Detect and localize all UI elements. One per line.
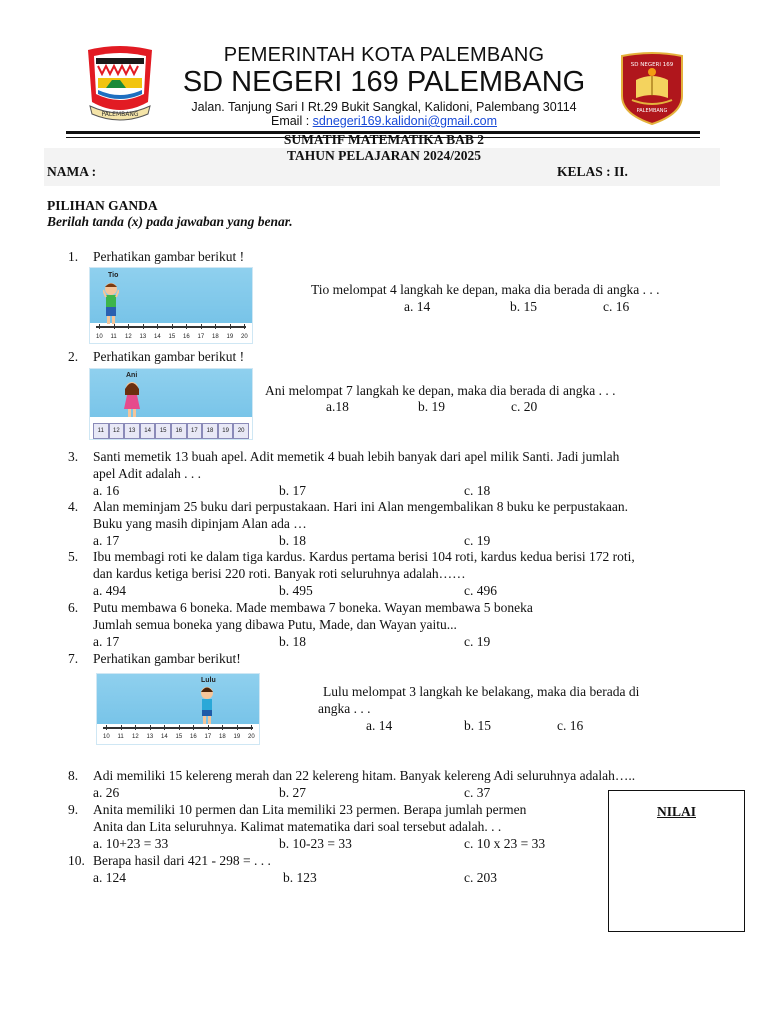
number-line-label: 19 [226,334,234,340]
number-line-tick [201,324,202,329]
option-b[interactable]: b. 123 [283,870,317,885]
number-line-label: 20 [241,334,248,340]
number-cell: 14 [140,423,156,439]
number-line-tick [143,324,144,329]
option-a[interactable]: a. 26 [93,785,120,800]
option-a[interactable]: a. 16 [93,483,120,498]
picture-character-name: Tio [108,272,119,279]
number-line-tick [230,324,231,329]
number-cell: 16 [171,423,187,439]
kelas-field-label: KELAS : II. [557,164,628,179]
option-b[interactable]: b. 27 [279,785,306,800]
header-school-name: SD NEGERI 169 PALEMBANG [182,66,586,98]
question-4-text-line-1: Alan meminjam 25 buku dari perpustakaan. Hari ini Alan mengembalikan 8 buku ke perpustakaan. [93,499,628,514]
option-a[interactable]: a. 124 [93,870,126,885]
number-line-label: 15 [168,334,176,340]
number-line-label: 18 [219,734,226,740]
question-3-number: 3. [68,449,79,464]
picture-character-name: Lulu [201,677,216,684]
option-b[interactable]: b. 19 [418,399,445,414]
number-line-picture-ani [89,368,253,440]
option-c[interactable]: c. 19 [464,634,491,649]
number-line-label: 17 [197,334,205,340]
girl-figure-icon [123,381,141,421]
number-line-label: 16 [183,334,190,340]
number-line-tick [222,725,223,730]
number-cell: 12 [109,423,125,439]
option-c[interactable]: c. 16 [603,299,630,314]
number-cell: 19 [218,423,234,439]
header-government: PEMERINTAH KOTA PALEMBANG [223,44,545,66]
number-line-label: 17 [204,734,212,740]
number-line-picture-tio [89,267,253,344]
number-line-tick [128,324,129,329]
option-b[interactable]: b. 10-23 = 33 [279,836,352,851]
picture-character-name: Ani [126,372,138,379]
option-c[interactable]: c. 37 [464,785,491,800]
number-line-tick [193,725,194,730]
number-line-tick [164,725,165,730]
number-line-label: 19 [233,734,241,740]
number-line-tick [179,725,180,730]
question-9-text-line-1: Anita memiliki 10 permen dan Lita memiliki 23 permen. Berapa jumlah permen [93,802,527,817]
header-address: Jalan. Tanjung Sari I Rt.29 Bukit Sangkal, Kalidoni, Palembang 30114 [191,100,577,114]
question-9-text-line-2: Anita dan Lita seluruhnya. Kalimat matematika dari soal tersebut adalah. . . [93,819,502,834]
exam-title: SUMATIF MATEMATIKA BAB 2 [283,132,485,147]
number-line-tick [135,725,136,730]
number-cell: 18 [202,423,218,439]
question-10-number: 10. [68,853,85,868]
question-3-text-line-1: Santi memetik 13 buah apel. Adit memetik 4 buah lebih banyak dari apel milik Santi. Jadi jumlah [93,449,620,464]
number-line-label: 14 [154,334,161,340]
question-6-number: 6. [68,600,79,615]
question-2-side-text: Ani melompat 7 langkah ke depan, maka dia berada di angka . . . [265,383,616,398]
option-b[interactable]: b. 15 [510,299,537,314]
question-number: 1. [68,249,79,264]
nama-field-label: NAMA : [47,164,97,179]
option-b[interactable]: b. 495 [279,583,313,598]
number-line-label: 13 [146,734,154,740]
exam-year: TAHUN PELAJARAN 2024/2025 [286,148,481,163]
option-a[interactable]: a. 17 [93,533,120,548]
option-c[interactable]: c. 10 x 23 = 33 [464,836,546,851]
number-line-label: 11 [110,334,117,340]
option-c[interactable]: c. 203 [464,870,497,885]
number-line-tick [157,324,158,329]
question-5-text-line-2: dan kardus ketiga berisi 220 roti. Banyak roti seluruhnya adalah…… [93,566,466,581]
boy-figure-icon [103,282,119,326]
question-3-text-line-2: apel Adit adalah . . . [93,466,201,481]
option-c[interactable]: c. 496 [464,583,497,598]
question-8-number: 8. [68,768,79,783]
number-line-tick [172,324,173,329]
question-1-side-text: Tio melompat 4 langkah ke depan, maka dia berada di angka . . . [311,282,660,297]
school-badge-logo [616,52,688,126]
number-cell: 13 [124,423,140,439]
question-4-text-line-2: Buku yang masih dipinjam Alan ada … [93,516,307,531]
option-c[interactable]: c. 18 [464,483,491,498]
number-line-label: 10 [96,334,103,340]
question-10-text: Berapa hasil dari 421 - 298 = . . . [93,853,271,868]
score-label: NILAI [656,804,696,819]
number-line-label: 12 [132,734,139,740]
girl-figure-icon [199,686,215,726]
option-a[interactable]: a.18 [326,399,349,414]
question-5-number: 5. [68,549,79,564]
question-4-number: 4. [68,499,79,514]
question-7-number: 7. [68,651,79,666]
option-b[interactable]: b. 18 [279,634,306,649]
number-line-picture-lulu [96,673,260,745]
number-line-tick [121,725,122,730]
number-line-tick [251,725,252,730]
number-line-tick [114,324,115,329]
question-8-text: Adi memiliki 15 kelereng merah dan 22 kelereng hitam. Banyak kelereng Adi seluruhnya adalah….. [93,768,636,783]
option-b[interactable]: b. 15 [464,718,491,733]
question-6-text-line-2: Jumlah semua boneka yang dibawa Putu, Made, dan Wayan yaitu... [93,617,457,632]
number-line-tick [150,725,151,730]
option-a[interactable]: a. 14 [404,299,431,314]
option-c[interactable]: c. 20 [511,399,538,414]
option-b[interactable]: b. 18 [279,533,306,548]
number-line-label: 13 [139,334,147,340]
question-2-text: Perhatikan gambar berikut ! [93,349,245,364]
number-line-label: 20 [248,734,255,740]
number-cell: 11 [93,423,109,439]
option-c[interactable]: c. 19 [464,533,491,548]
instruction: Berilah tanda (x) pada jawaban yang benar. [47,214,293,229]
question-6-text-line-1: Putu membawa 6 boneka. Made membawa 7 boneka. Wayan membawa 5 boneka [93,600,533,615]
question-text: Perhatikan gambar berikut ! [93,249,245,264]
number-line-label: 14 [161,734,168,740]
number-cell: 15 [155,423,171,439]
option-c[interactable]: c. 16 [557,718,584,733]
question-9-number: 9. [68,802,79,817]
right-logo-bottom-text: PALEMBANG [636,108,668,114]
option-b[interactable]: b. 17 [279,483,306,498]
right-logo-top-text: SD NEGERI 169 [630,62,674,68]
number-line-label: 11 [117,734,124,740]
question-5-text-line-1: Ibu membagi roti ke dalam tiga kardus. Kardus pertama berisi 104 roti, kardus kedua berisi 172 roti, [93,549,635,564]
option-a[interactable]: a. 14 [366,718,393,733]
option-a[interactable]: a. 494 [93,583,126,598]
number-line-tick [244,324,245,329]
section-title: PILIHAN GANDA [47,198,158,213]
number-cell: 17 [187,423,203,439]
number-line-tick [215,324,216,329]
number-line-label: 15 [175,734,183,740]
number-line-tick [237,725,238,730]
number-line-label: 18 [212,334,219,340]
email-link[interactable]: sdnegeri169.kalidoni@gmail.com [312,114,497,128]
number-line-tick [99,324,100,329]
option-a[interactable]: a. 17 [93,634,120,649]
question-7-text: Perhatikan gambar berikut! [93,651,241,666]
question-2-number: 2. [68,349,79,364]
number-line-label: 10 [103,734,110,740]
question-7-side-text-line-1: Lulu melompat 3 langkah ke belakang, maka dia berada di [323,684,640,699]
question-7-side-text-line-2: angka . . . [318,701,371,716]
number-line-label: 16 [190,734,197,740]
number-cell: 20 [233,423,249,439]
number-line-label: 12 [125,334,132,340]
number-line-tick [186,324,187,329]
number-line-tick [208,725,209,730]
option-a[interactable]: a. 10+23 = 33 [93,836,169,851]
left-logo-text: PALEMBANG [101,111,139,118]
email-label: Email : [270,114,313,128]
score-box [608,790,745,932]
number-line-tick [106,725,107,730]
